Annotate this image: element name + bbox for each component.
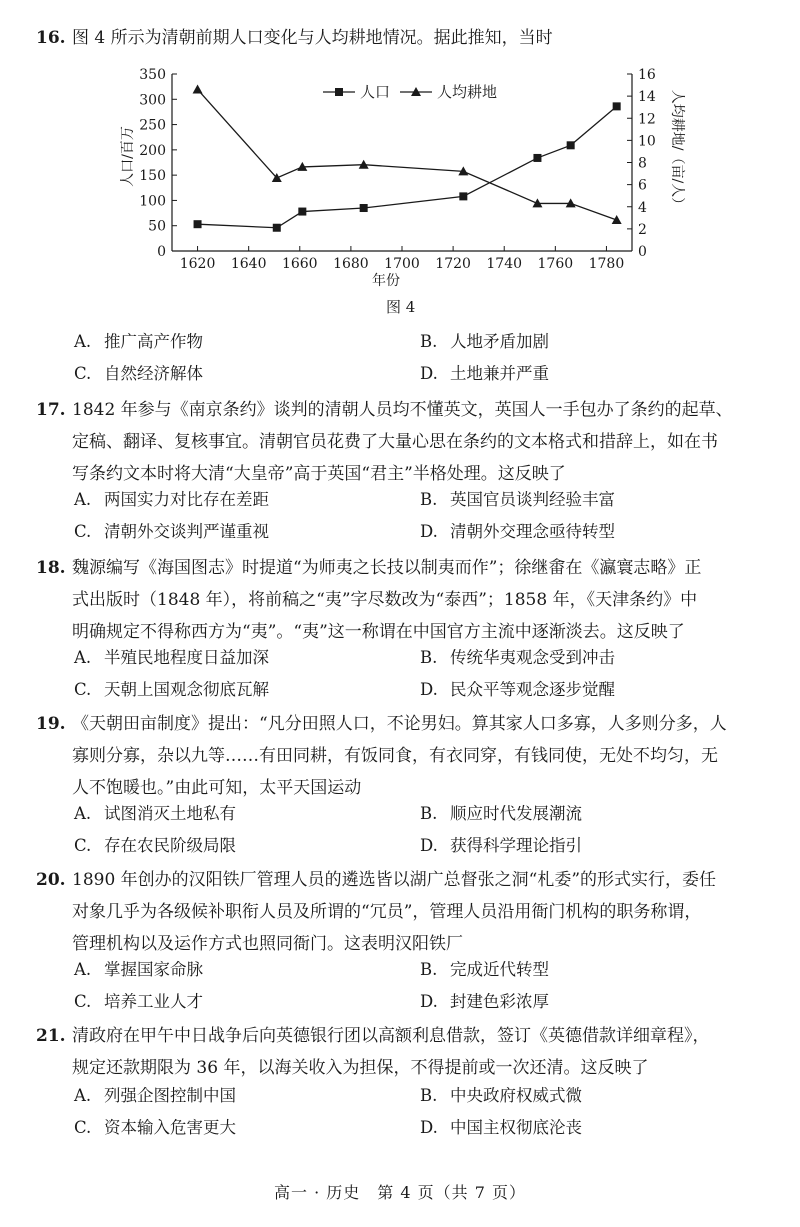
chart-axes: [120, 67, 686, 289]
left-tick-label: 150: [139, 168, 166, 185]
option-a[interactable]: A. 推广高产作物: [74, 332, 203, 351]
stem-line: 人不饱暖也。”由此可知，太平天国运动: [72, 778, 362, 798]
option-d[interactable]: D. 封建色彩浓厚: [420, 992, 549, 1011]
question-number: 16.: [36, 28, 66, 48]
option-a[interactable]: A. 掌握国家命脉: [74, 960, 203, 979]
option-d[interactable]: D. 民众平等观念逐步觉醒: [420, 680, 615, 699]
stem-line: 1842 年参与《南京条约》谈判的清朝人员均不懂英文，英国人一手包办了条约的起草、: [72, 400, 733, 420]
x-tick-label: 1700: [384, 256, 420, 272]
right-tick-label: 2: [638, 221, 647, 238]
x-tick-label: 1740: [486, 256, 523, 272]
question-19: [36, 708, 776, 804]
population-point: [360, 204, 368, 212]
question-21: [36, 1020, 776, 1084]
stem-line: 写条约文本时将大清“大皇帝”高于英国“君主”半格处理。这反映了: [72, 464, 566, 484]
legend-population-label: 人口: [360, 83, 391, 101]
option-b[interactable]: B. 人地矛盾加剧: [420, 332, 549, 351]
right-tick-label: 0: [638, 244, 647, 260]
left-tick-label: 250: [139, 117, 166, 134]
stem-line: 1890 年创办的汉阳铁厂管理人员的遴选皆以湖广总督张之洞“札委”的形式实行，委任: [72, 870, 717, 890]
population-point: [298, 208, 306, 216]
right-tick-label: 12: [638, 111, 656, 128]
population-point: [533, 154, 541, 162]
option-d[interactable]: D. 清朝外交理念亟待转型: [420, 522, 615, 541]
option-c[interactable]: C. 清朝外交谈判严谨重视: [74, 522, 269, 541]
option-a[interactable]: A. 试图消灭土地私有: [74, 804, 236, 823]
chart-plot: [193, 84, 622, 231]
option-a[interactable]: A. 两国实力对比存在差距: [74, 490, 269, 509]
legend-population-marker: [335, 88, 343, 96]
right-axis-title: 人均耕地/（亩/人）: [669, 89, 685, 212]
population-point: [194, 220, 202, 228]
option-b[interactable]: B. 中央政府权威式微: [420, 1086, 582, 1105]
question-20: [36, 864, 776, 960]
x-tick-label: 1640: [230, 256, 267, 272]
stem-line: 魏源编写《海国图志》时提道“为师夷之长技以制夷而作”；徐继畬在《瀛寰志略》正: [72, 558, 702, 578]
left-tick-label: 300: [139, 92, 166, 109]
left-tick-label: 200: [139, 142, 166, 159]
right-tick-label: 4: [638, 199, 647, 216]
option-d[interactable]: D. 土地兼并严重: [420, 364, 549, 383]
stem-line: 管理机构以及运作方式也照同衙门。这表明汉阳铁厂: [72, 934, 463, 954]
page-footer: 高一 · 历史 第 4 页（共 7 页）: [274, 1183, 526, 1202]
option-b[interactable]: B. 英国官员谈判经验丰富: [420, 490, 615, 509]
option-c[interactable]: C. 培养工业人才: [74, 992, 203, 1011]
question-17: [36, 394, 776, 490]
option-b[interactable]: B. 顺应时代发展潮流: [420, 804, 582, 823]
farmland-line: [198, 89, 617, 220]
option-c[interactable]: C. 资本输入危害更大: [74, 1118, 236, 1137]
left-tick-label: 0: [157, 244, 166, 260]
population-point: [613, 102, 621, 110]
x-tick-label: 1680: [333, 256, 369, 272]
right-tick-label: 6: [638, 177, 647, 194]
left-tick-label: 50: [148, 218, 166, 235]
x-tick-label: 1620: [179, 256, 216, 272]
option-b[interactable]: B. 完成近代转型: [420, 960, 549, 979]
right-tick-label: 16: [638, 67, 656, 83]
farmland-point: [612, 215, 622, 224]
option-a[interactable]: A. 列强企图控制中国: [74, 1086, 236, 1105]
option-d[interactable]: D. 获得科学理论指引: [420, 836, 582, 855]
left-axis-title: 人口/百万: [120, 126, 136, 187]
stem-line: 明确规定不得称西方为“夷”。“夷”这一称谓在中国官方主流中逐渐淡去。这反映了: [72, 622, 685, 642]
population-point: [567, 141, 575, 149]
x-tick-label: 1780: [588, 256, 625, 272]
figure-caption: 图 4: [386, 298, 416, 316]
question-number: 21.: [36, 1026, 66, 1046]
option-c[interactable]: C. 存在农民阶级局限: [74, 836, 236, 855]
stem-line: 清政府在甲午中日战争后向英德银行团以高额利息借款，签订《英德借款详细章程》，: [72, 1026, 710, 1046]
right-tick-label: 10: [638, 133, 656, 150]
stem-line: 寡则分寡，杂以九等……有田同耕，有饭同食，有衣同穿，有钱同使，无处不均匀，无: [72, 746, 718, 766]
farmland-point: [193, 84, 203, 93]
question-number: 19.: [36, 714, 66, 734]
population-farmland-chart: [0, 0, 800, 300]
left-tick-label: 100: [139, 193, 166, 210]
x-tick-label: 1660: [281, 256, 318, 272]
right-tick-label: 8: [638, 155, 647, 172]
option-c[interactable]: C. 自然经济解体: [74, 364, 203, 383]
question-number: 17.: [36, 400, 66, 420]
question-18: [36, 552, 776, 648]
right-tick-label: 14: [638, 89, 656, 106]
stem-line: 定稿、翻译、复核事宜。清朝官员花费了大量心思在条约的文本格式和措辞上，如在书: [72, 432, 718, 452]
legend-farmland-label: 人均耕地: [437, 83, 498, 101]
question-number: 20.: [36, 870, 66, 890]
population-point: [459, 192, 467, 200]
stem-line: 式出版时（1848 年），将前稿之“夷”字尽数改为“泰西”；1858 年，《天津条约》中: [72, 590, 698, 610]
stem-line: 规定还款期限为 36 年，以海关收入为担保，不得提前或一次还清。这反映了: [72, 1058, 649, 1078]
x-axis-title: 年份: [372, 273, 400, 289]
x-tick-label: 1720: [435, 256, 471, 272]
x-tick-label: 1760: [537, 256, 574, 272]
chart-legend: [323, 83, 497, 101]
population-point: [273, 224, 281, 232]
question-number: 18.: [36, 558, 66, 578]
option-c[interactable]: C. 天朝上国观念彻底瓦解: [74, 680, 269, 699]
left-tick-label: 350: [139, 67, 166, 83]
option-d[interactable]: D. 中国主权彻底沦丧: [420, 1118, 582, 1137]
stem-line: 《天朝田亩制度》提出：“凡分田照人口，不论男妇。算其家人口多寡，人多则分多，人: [72, 714, 727, 734]
option-a[interactable]: A. 半殖民地程度日益加深: [74, 648, 269, 667]
stem-line: 对象几乎为各级候补职衔人员及所谓的“冗员”，管理人员沿用衙门机构的职务称谓，: [72, 902, 702, 922]
option-b[interactable]: B. 传统华夷观念受到冲击: [420, 648, 615, 667]
question-stem: 图 4 所示为清朝前期人口变化与人均耕地情况。据此推知，当时: [72, 28, 553, 48]
